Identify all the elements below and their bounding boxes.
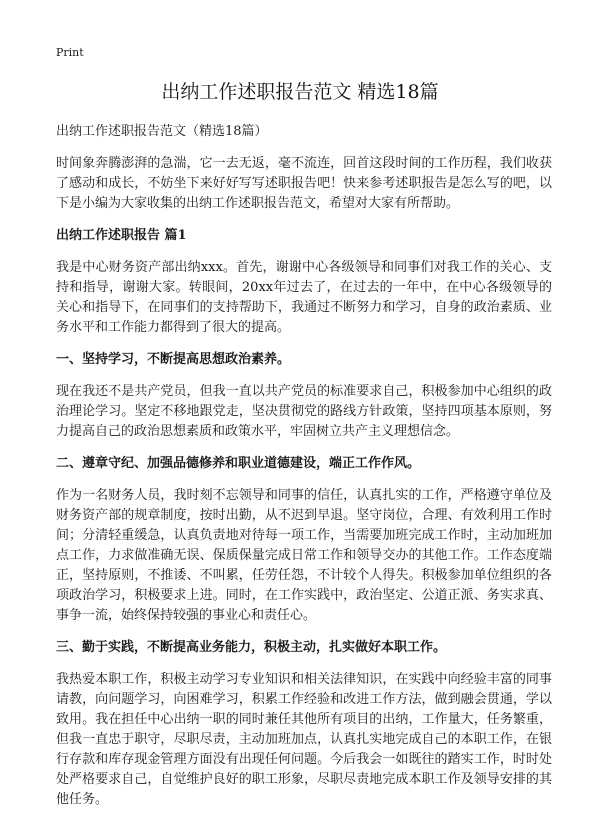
section-body-3: 我热爱本职工作，积极主动学习专业知识和相关法律知识，在实践中向经验丰富的同事请教，向问题学习，向困难学习，积累工作经验和改进工作方法，做到融会贯通，学以致用。我在担任中心出纳一职的同时兼任其他所有项目的出纳，工作量大，任务繁重，但我一直忠于职守，尽职尽责，主动加班加点，认真扎实地完成自己的本职工作，在银行存款和库存现金管理方面没有出现任何问题。今后我会一如既往的踏实工作，时时处处严格要求自己，自觉维护良好的职工形象，尽职尽责地完成本职工作及领导安排的其他任务。: [56, 672, 552, 807]
section-intro-paragraph: 我是中心财务资产部出纳xxx。首先，谢谢中心各级领导和同事们对我工作的关心、支持和指导，谢谢大家。转眼间，20xx年过去了，在过去的一年中，在中心各级领导的关心和指导下，在同事们的支持帮助下，我通过不断努力和学习，自身的政治素质、业务水平和工作能力都得到了很大的提高。: [56, 260, 552, 335]
print-link[interactable]: Print: [56, 46, 84, 59]
section-heading-1: 一、坚持学习，不断提高思想政治素养。: [56, 352, 291, 367]
document-body: [56, 122, 552, 822]
document-subtitle: 出纳工作述职报告范文（精选18篇）: [56, 124, 268, 139]
section-title: 出纳工作述职报告 篇1: [56, 228, 187, 243]
section-body-2: 作为一名财务人员，我时刻不忘领导和同事的信任，认真扎实的工作，严格遵守单位及财务资产部的规章制度，按时出勤，从不迟到早退。坚守岗位，合理、有效利用工作时间；分清轻重缓急，认真负责地对待每一项工作，当需要加班完成工作时，主动加班加点工作，力求做准确无误、保质保量完成日常工作和领导交办的其他工作。工作态度端正，坚持原则，不推诿、不叫累，任劳任怨，不计较个人得失。积极参加单位组织的各项政治学习，积极要求上进。同时，在工作实践中，政治坚定、公道正派、务实求真、事争一流，始终保持较强的事业心和责任心。: [56, 488, 552, 623]
section-heading-2: 二、遵章守纪、加强品德修养和职业道德建设，端正工作作风。: [56, 456, 421, 471]
page-title: 出纳工作述职报告范文 精选18篇: [161, 81, 439, 103]
section-heading-3: 三、勤于实践，不断提高业务能力，积极主动，扎实做好本职工作。: [56, 640, 447, 655]
intro-paragraph: 时间象奔腾澎湃的急湍，它一去无返，毫不流连，回首这段时间的工作历程，我们收获了感动和成长，不妨坐下来好好写写述职报告吧！快来参考述职报告是怎么写的吧，以下是小编为大家收集的出纳工作述职报告范文，希望对大家有所帮助。: [56, 156, 552, 211]
section-body-1: 现在我还不是共产党员，但我一直以共产党员的标准要求自己，积极参加中心组织的政治理论学习。坚定不移地跟党走，坚决贯彻党的路线方针政策，坚持四项基本原则，努力提高自己的政治思想素质和政策水平，牢固树立共产主义理想信念。: [56, 384, 552, 439]
